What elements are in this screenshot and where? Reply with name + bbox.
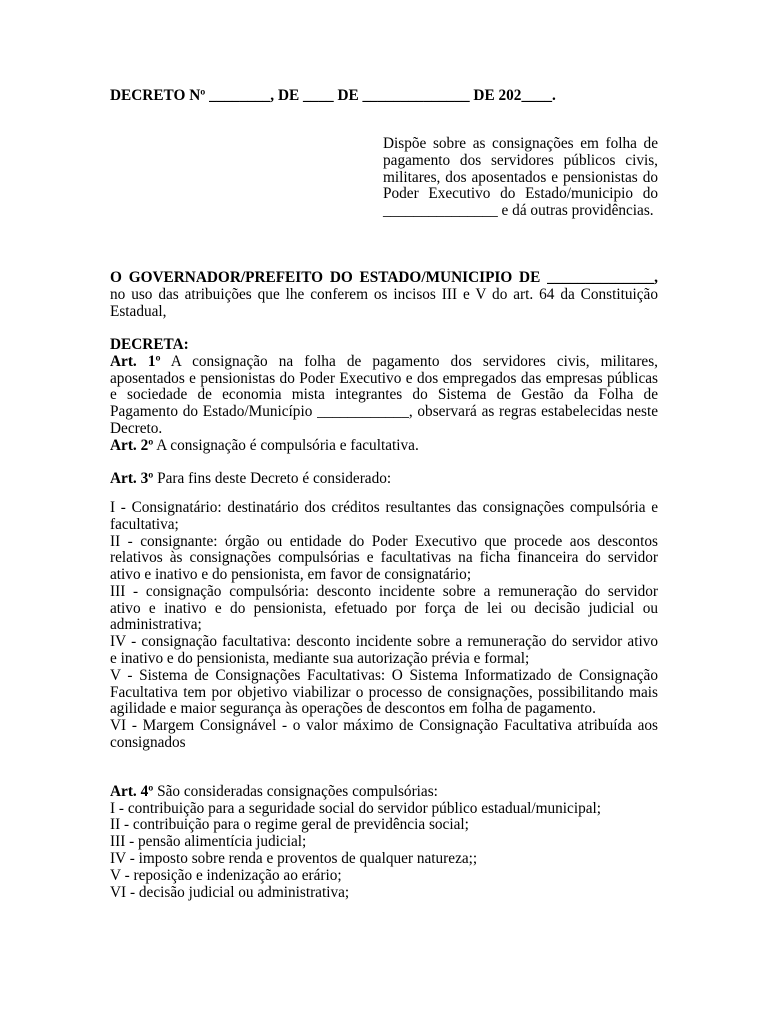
article-line	[110, 471, 658, 488]
item-line: IV - consignação facultativa: desconto incidente sobre a remuneração do servidor ativo	[110, 633, 658, 651]
article-line: Pagamento do Estado/Município ____________, observará as regras estabelecidas neste	[110, 403, 658, 421]
item-line: II - consignante: órgão ou entidade do Poder Executivo que procede aos descontos	[110, 532, 658, 550]
ementa-line: Dispõe sobre as consignações em folha de	[383, 134, 658, 152]
item-line: e inativo e do pensionista, mediante sua autorização prévia e formal;	[110, 650, 530, 668]
preamble-line: Estadual,	[110, 302, 167, 320]
item-line: administrativa;	[110, 616, 202, 634]
item-line: VI - Margem Consignável - o valor máximo de Consignação Facultativa atribuída aos	[110, 717, 658, 735]
item-line: III - consignação compulsória: desconto incidente sobre a remuneração do servidor	[110, 582, 658, 600]
item-iii	[110, 584, 658, 634]
item-i: I - contribuição para a seguridade social do servidor público estadual/municipal;	[110, 799, 602, 817]
article-text: A consignação é compulsória e facultativa.	[156, 436, 419, 454]
item-line: consignados	[110, 734, 186, 752]
item-v: V - reposição e indenização ao erário;	[110, 866, 342, 884]
item-vi	[110, 718, 658, 752]
article-label: Art. 3º	[110, 469, 154, 487]
article-4	[110, 784, 658, 902]
item-line: relativos às consignações compulsórias e facultativas na ficha financeira do servidor	[110, 549, 658, 567]
preamble	[110, 270, 658, 320]
item-line: Facultativa tem por objetivo viabilizar o processo de consignações, possibilitando mais	[110, 683, 658, 701]
ementa-line: Poder Executivo do Estado/municipio do	[383, 185, 658, 203]
article-line	[110, 438, 658, 455]
preamble-line: no uso das atribuições que lhe conferem os incisos III e V do art. 64 da Constituição	[110, 285, 658, 303]
ementa-line: pagamento dos servidores públicos civis,	[383, 151, 658, 169]
item-i	[110, 500, 658, 534]
decree-title: DECRETO Nº ________, DE ____ DE ______________ DE 202____.	[110, 87, 556, 104]
article-label: Art. 1º	[110, 352, 161, 370]
ementa	[383, 136, 658, 220]
article-line: e sociedade de economia mista integrantes do Sistema de Gestão da Folha de	[110, 386, 658, 404]
item-iii: III - pensão alimentícia judicial;	[110, 833, 307, 851]
article-label: Art. 4º	[110, 782, 154, 800]
article-line	[110, 784, 658, 801]
article-4-items	[110, 801, 658, 902]
article-text: A consignação na folha de pagamento dos servidores civis, militares,	[170, 352, 658, 370]
document-body	[110, 88, 658, 901]
article-text: Para fins deste Decreto é considerado:	[157, 469, 392, 487]
enactment-block	[110, 337, 658, 455]
enacting-clause: DECRETA:	[110, 335, 189, 353]
item-line: agilidade e maior segurança às operações de descontos em folha de pagamento.	[110, 700, 596, 718]
ementa-line: _______________ e dá outras providências.	[383, 202, 654, 220]
article-1	[110, 354, 658, 438]
item-v	[110, 668, 658, 718]
item-line: I - Consignatário: destinatário dos créditos resultantes das consignações compulsória e	[110, 498, 658, 516]
item-vi: VI - decisão judicial ou administrativa;	[110, 883, 350, 901]
item-line: ativo e inativo e do pensionista, efetuado por força de lei ou decisão judicial ou	[110, 599, 658, 617]
article-2	[110, 438, 658, 455]
preamble-authority: O GOVERNADOR/PREFEITO DO ESTADO/MUNICIPIO DE ______________,	[110, 268, 658, 286]
article-line	[110, 354, 658, 371]
item-line: ativo e inativo e do pensionista, em favor de consignatário;	[110, 566, 472, 584]
article-label: Art. 2º	[110, 436, 154, 454]
item-line: V - Sistema de Consignações Facultativas: O Sistema Informatizado de Consignação	[110, 666, 658, 684]
article-line: aposentados e pensionistas do Poder Executivo e dos empregados das empresas públicas	[110, 369, 658, 387]
article-3	[110, 471, 658, 488]
item-iv	[110, 634, 658, 668]
item-iv: IV - imposto sobre renda e proventos de qualquer natureza;;	[110, 850, 478, 868]
item-ii: II - contribuição para o regime geral de previdência social;	[110, 816, 469, 834]
item-line: facultativa;	[110, 515, 179, 533]
article-line: Decreto.	[110, 419, 163, 437]
ementa-line: militares, dos aposentados e pensionistas do	[383, 168, 658, 186]
article-text: São consideradas consignações compulsórias:	[157, 782, 438, 800]
article-3-items	[110, 500, 658, 752]
item-ii	[110, 534, 658, 584]
